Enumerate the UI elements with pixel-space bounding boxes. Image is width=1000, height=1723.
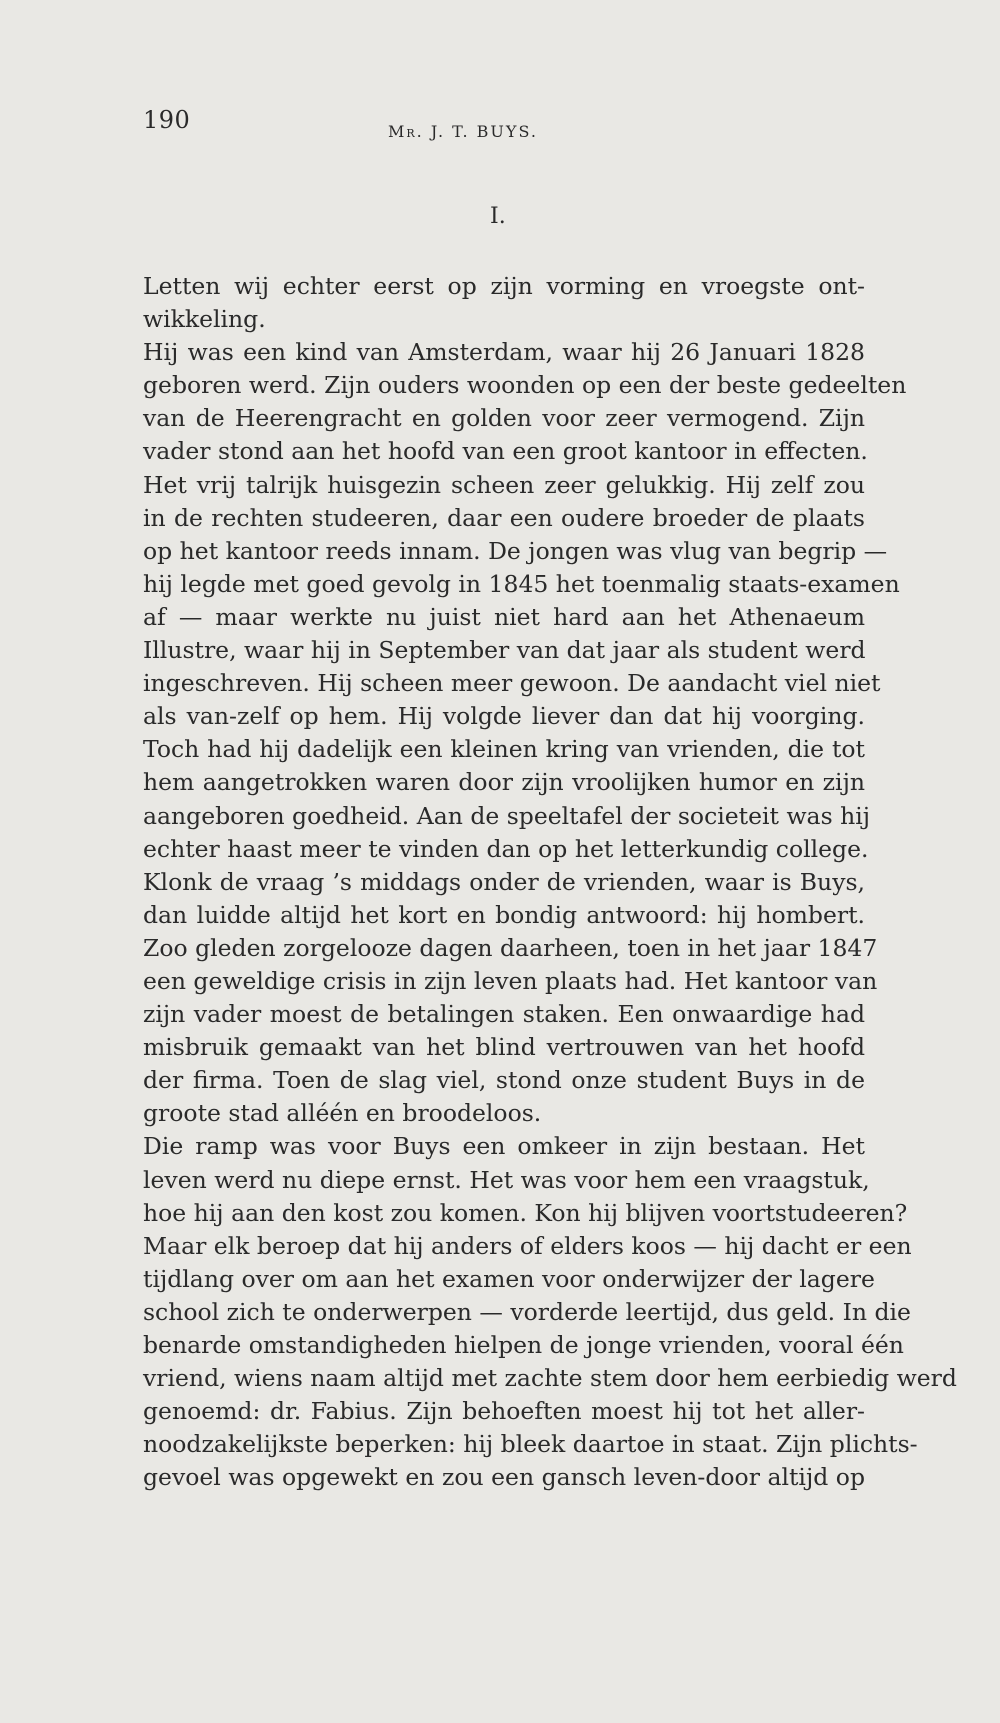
text-line: Het vrij talrijk huisgezin scheen zeer gelukkig. Hij zelf zou: [143, 470, 865, 499]
text-line: dan luidde altijd het kort en bondig antwoord: hij hombert.: [143, 900, 865, 929]
text-line: tijdlang over om aan het examen voor onderwijzer der lagere: [143, 1264, 875, 1293]
body-text: [143, 270, 957, 1494]
text-line: hij legde met goed gevolg in 1845 het toenmalig staats-examen: [143, 569, 900, 598]
text-line: aangeboren goedheid. Aan de speeltafel der societeit was hij: [143, 801, 871, 830]
page-number: 190: [143, 106, 191, 134]
text-line: leven werd nu diepe ernst. Het was voor hem een vraagstuk,: [143, 1165, 870, 1194]
section-heading: I.: [490, 204, 506, 229]
text-line: groote stad alléén en broodeloos.: [143, 1099, 542, 1128]
text-line: in de rechten studeeren, daar een oudere broeder de plaats: [143, 503, 865, 532]
text-line: op het kantoor reeds innam. De jongen was vlug van begrip —: [143, 536, 888, 565]
text-line: Die ramp was voor Buys een omkeer in zijn bestaan. Het: [143, 1132, 865, 1161]
text-line: hem aangetrokken waren door zijn vroolijken humor en zijn: [143, 768, 865, 797]
text-line: van de Heerengracht en golden voor zeer vermogend. Zijn: [143, 404, 865, 433]
text-line: echter haast meer te vinden dan op het letterkundig college.: [143, 834, 869, 863]
text-line: Zoo gleden zorgelooze dagen daarheen, toen in het jaar 1847: [143, 933, 878, 962]
text-line: benarde omstandigheden hielpen de jonge vrienden, vooral één: [143, 1331, 904, 1359]
text-line: Toch had hij dadelijk een kleinen kring van vrienden, die tot: [143, 735, 865, 764]
text-line: zijn vader moest de betalingen staken. Een onwaardige had: [143, 1000, 865, 1029]
text-line: wikkeling.: [143, 305, 266, 334]
text-line: hoe hij aan den kost zou komen. Kon hij blijven voortstudeeren?: [143, 1198, 908, 1227]
text-line: der firma. Toen de slag viel, stond onze student Buys in de: [143, 1066, 865, 1095]
running-title: Mr. J. T. BUYS.: [388, 122, 538, 141]
text-line: Klonk de vraag ’s middags onder de vrienden, waar is Buys,: [143, 867, 865, 896]
text-line: Hij was een kind van Amsterdam, waar hij 26 Januari 1828: [143, 338, 865, 367]
text-line: gevoel was opgewekt en zou een gansch leven-door altijd op: [143, 1463, 865, 1492]
text-line: vriend, wiens naam altijd met zachte stem door hem eerbiedig werd: [143, 1364, 957, 1393]
text-line: ingeschreven. Hij scheen meer gewoon. De aandacht viel niet: [143, 669, 881, 698]
text-line: vader stond aan het hoofd van een groot kantoor in effecten.: [143, 437, 868, 466]
text-line: Illustre, waar hij in September van dat jaar als student werd: [143, 636, 866, 665]
text-line: school zich te onderwerpen — vorderde leertijd, dus geld. In die: [143, 1297, 911, 1326]
text-line: genoemd: dr. Fabius. Zijn behoeften moest hij tot het aller-: [143, 1397, 865, 1426]
text-line: geboren werd. Zijn ouders woonden op een der beste gedeelten: [143, 371, 907, 400]
text-line: een geweldige crisis in zijn leven plaats had. Het kantoor van: [143, 966, 878, 995]
text-line: af — maar werkte nu juist niet hard aan het Athenaeum: [143, 602, 865, 631]
text-line: noodzakelijkste beperken: hij bleek daartoe in staat. Zijn plichts-: [143, 1430, 918, 1459]
text-line: Maar elk beroep dat hij anders of elders koos — hij dacht er een: [143, 1231, 912, 1260]
text-line: misbruik gemaakt van het blind vertrouwen van het hoofd: [143, 1033, 865, 1062]
text-line: Letten wij echter eerst op zijn vorming en vroegste ont-: [143, 272, 865, 300]
text-line: als van-zelf op hem. Hij volgde liever dan dat hij voorging.: [143, 702, 865, 731]
